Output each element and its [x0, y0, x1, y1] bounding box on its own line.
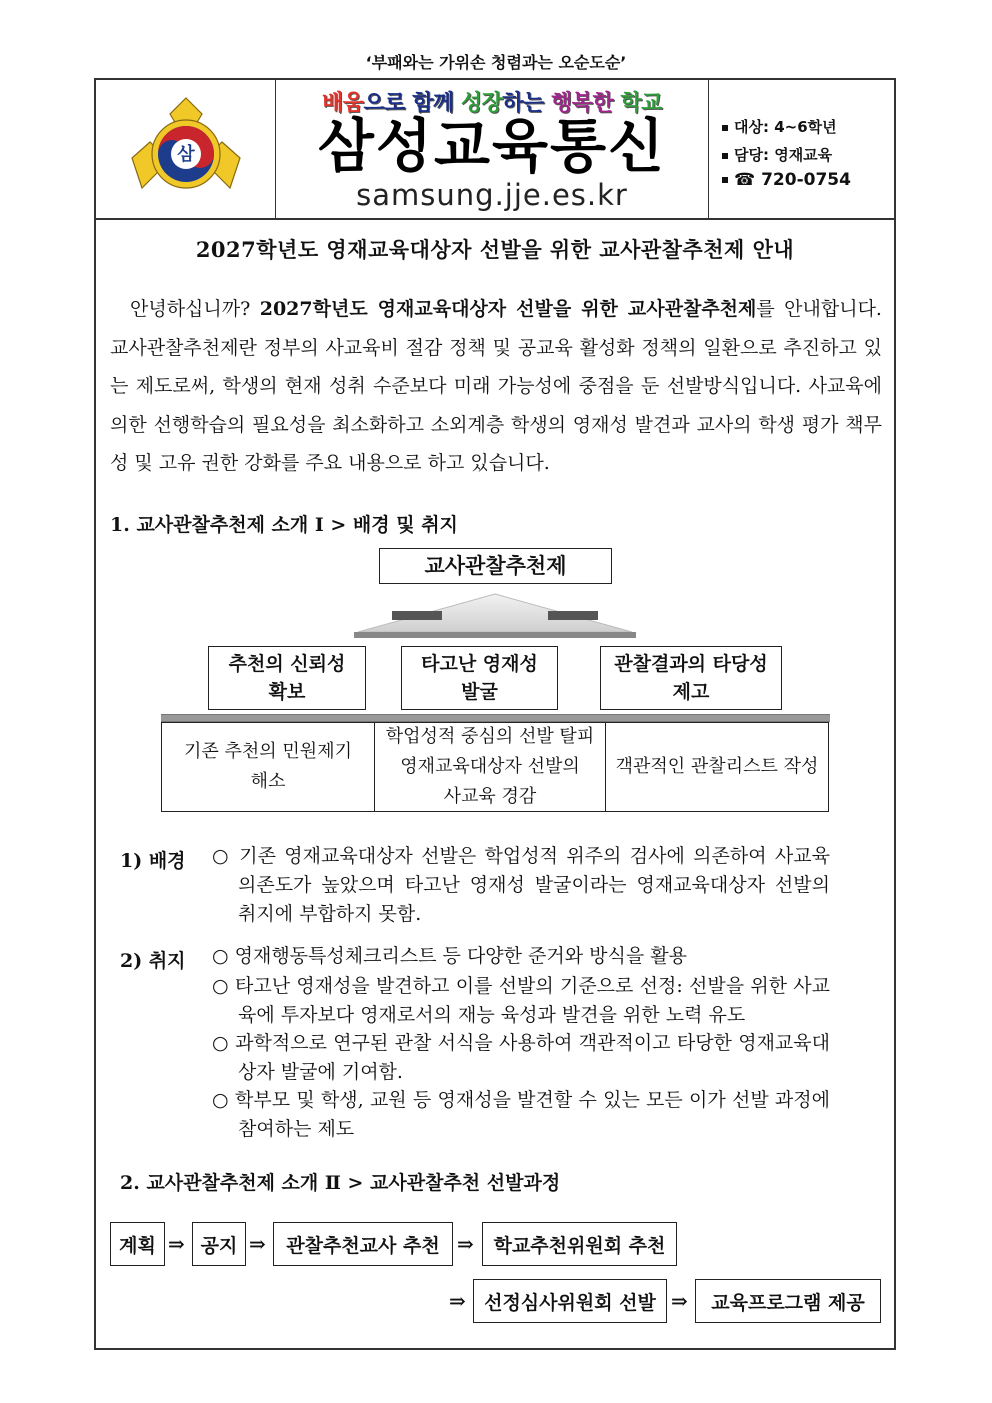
- background-label: 1) 배경: [120, 850, 186, 872]
- info-phone: ☎ 720-0754: [722, 170, 851, 190]
- cell-private-education: 학업성적 중심의 선발 탈피 영재교육대상자 선발의 사교육 경감: [374, 722, 606, 812]
- step-teacher-recommendation: 관찰추천교사 추천: [273, 1222, 453, 1266]
- info-manager: 담당: 영재교육: [722, 144, 832, 165]
- purpose-item-2: ○ 타고난 영재성을 발견하고 이를 선발의 기준으로 선정: 선발을 위한 사교육에 투자보다 영재로서의 재능 육성과 발견을 위한 노력 유도: [212, 975, 830, 1026]
- slogan-part: 하는: [502, 91, 552, 116]
- step-education-program: 교육프로그램 제공: [695, 1279, 881, 1323]
- newsletter-title: 삼성교육통신: [317, 112, 667, 180]
- slogan-part: 함께: [412, 91, 461, 116]
- step-plan: 계획: [110, 1222, 165, 1266]
- step-selection-committee: 선정심사위원회 선발: [473, 1279, 667, 1323]
- diagram-base-bar: [161, 714, 830, 722]
- purpose-item-3: ○ 과학적으로 연구된 관찰 서식을 사용하여 객관적이고 타당한 영재교육대상자 발굴에 기여함.: [212, 1032, 830, 1083]
- header-divider: [94, 218, 896, 220]
- slogan-part: 성장: [460, 91, 503, 116]
- school-logo: [128, 96, 244, 200]
- cell-checklist: 객관적인 관찰리스트 작성: [605, 722, 829, 812]
- bullet-square-icon: [722, 125, 728, 131]
- goal-reliability-box: 추천의 신뢰성 확보: [208, 646, 366, 710]
- goal-validity-box: 관찰결과의 타당성 제고: [600, 646, 782, 710]
- diagram-title-box: 교사관찰추천제: [379, 548, 612, 584]
- flow-arrow-icon: ⇒: [249, 1232, 266, 1256]
- purpose-item-1: ○ 영재행동특성체크리스트 등 다양한 준거와 방식을 활용: [212, 945, 687, 967]
- motto: ‘부패와는 가위손 청렴과는 오순도순’: [365, 53, 627, 72]
- logo-character: 삼: [177, 144, 195, 165]
- flow-arrow-icon: ⇒: [671, 1289, 688, 1313]
- info-target: 대상: 4~6학년: [722, 116, 837, 137]
- goal-talent-box: 타고난 영재성 발굴: [401, 646, 558, 710]
- section1-heading: 1. 교사관찰추천제 소개 Ⅰ > 배경 및 취지: [110, 514, 458, 536]
- flow-arrow-icon: ⇒: [457, 1232, 474, 1256]
- step-notice: 공지: [192, 1222, 246, 1266]
- header-divider-right: [708, 80, 709, 218]
- diagram-roof: [352, 590, 638, 640]
- slogan-part: 학교: [620, 91, 662, 116]
- purpose-item-4: ○ 학부모 및 학생, 교원 등 영재성을 발견할 수 있는 모든 이가 선발 과정에 참여하는 제도: [212, 1089, 830, 1140]
- cell-complaints: 기존 추천의 민원제기 해소: [161, 722, 375, 812]
- bullet-square-icon: [722, 153, 728, 159]
- slogan-part: 배움: [322, 91, 364, 116]
- slogan-part: 으로: [363, 91, 413, 116]
- diagram-cells: [161, 722, 830, 812]
- roof-arrow-icon: [352, 590, 638, 640]
- flow-arrow-icon: ⇒: [449, 1289, 466, 1313]
- step-school-committee: 학교추천위원회 추천: [482, 1222, 677, 1266]
- school-website: samsung.jje.es.kr: [356, 178, 628, 212]
- document-title: 2027학년도 영재교육대상자 선발을 위한 교사관찰추천제 안내: [195, 237, 795, 262]
- section2-heading: 2. 교사관찰추천제 소개 Ⅱ > 교사관찰추천 선발과정: [120, 1172, 561, 1194]
- intro-paragraph: 안녕하십니까? 2027학년도 영재교육대상자 선발을 위한 교사관찰추천제를 안내합니다. 교사관찰추천제란 정부의 사교육비 절감 정책 및 공교육 활성화 정책의 일환으로 추진하고 있는 제도로써, 학생의 현재 성취 수준보다 미래 가능성에 중점을 둔 선발방식입니다. 사교육에 의한 선행학습의 필요성을 최소화하고 소외계층 학생의 영재성 발견과 교사의 학생 평가 책무성 및 고유 권한 강화를 주요 내용으로 하고 있습니다.: [110, 298, 882, 474]
- header-divider-left: [275, 80, 276, 218]
- background-text: ○ 기존 영재교육대상자 선발은 학업성적 위주의 검사에 의존하여 사교육 의존도가 높았으며 타고난 영재성 발굴이라는 영재교육대상자 선발의 취지에 부합하지 못함.: [212, 845, 830, 925]
- slogan-part: 행복한: [551, 91, 621, 116]
- bullet-square-icon: [722, 177, 728, 183]
- flow-arrow-icon: ⇒: [168, 1232, 185, 1256]
- purpose-label: 2) 취지: [120, 950, 186, 972]
